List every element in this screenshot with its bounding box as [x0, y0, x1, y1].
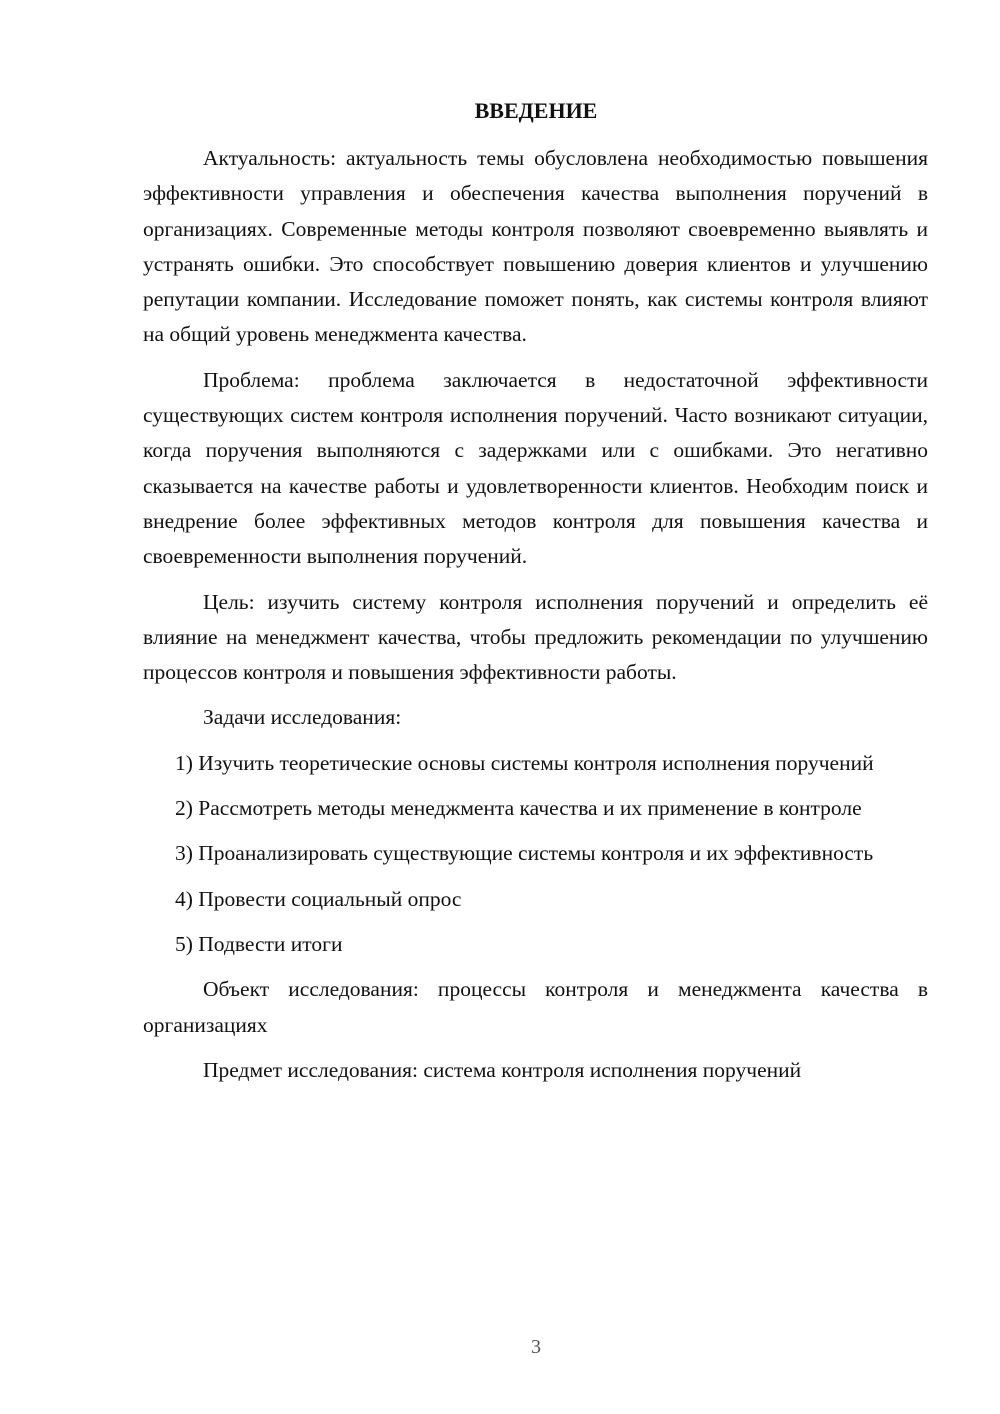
task-item-1: 1) Изучить теоретические основы системы контроля исполнения поручений: [175, 750, 874, 775]
paragraph-object: Объект исследования: процессы контроля и менеджмента качества в организациях: [143, 977, 928, 1037]
paragraph-goal: Цель: изучить систему контроля исполнения поручений и определить её влияние на менеджмент качества, чтобы предложить рекомендации по улучшению процессов контроля и повышения эффективности работы.: [143, 589, 928, 685]
task-item-5: 5) Подвести итоги: [175, 931, 343, 956]
paragraph-relevance: Актуальность: актуальность темы обусловлена необходимостью повышения эффективности управления и обеспечения качества выполнения поручений в организациях. Современные методы контроля позволяют своевременно выявлять и устранять ошибки. Это способствует повышению доверия клиентов и улучшению репутации компании. Исследование поможет понять, как системы контроля влияют на общий уровень менеджмента качества.: [143, 146, 928, 347]
page-title: ВВЕДЕНИЕ: [474, 98, 598, 123]
document-body: [143, 141, 928, 1088]
task-item-4: 4) Провести социальный опрос: [175, 886, 462, 911]
task-item-3: 3) Проанализировать существующие системы контроля и их эффективность: [175, 841, 874, 866]
paragraph-problem: Проблема: проблема заключается в недостаточной эффективности существующих систем контроля исполнения поручений. Часто возникают ситуации, когда поручения выполняются с задержками или с ошибками. Это негативно сказывается на качестве работы и удовлетворенности клиентов. Необходим поиск и внедрение более эффективных методов контроля для повышения качества и своевременности выполнения поручений.: [143, 367, 928, 569]
paragraph-subject: Предмет исследования: система контроля исполнения поручений: [203, 1057, 802, 1082]
tasks-heading: Задачи исследования:: [203, 705, 402, 730]
page-number: 3: [531, 1336, 541, 1358]
task-item-2: 2) Рассмотреть методы менеджмента качества и их применение в контроле: [175, 796, 862, 821]
